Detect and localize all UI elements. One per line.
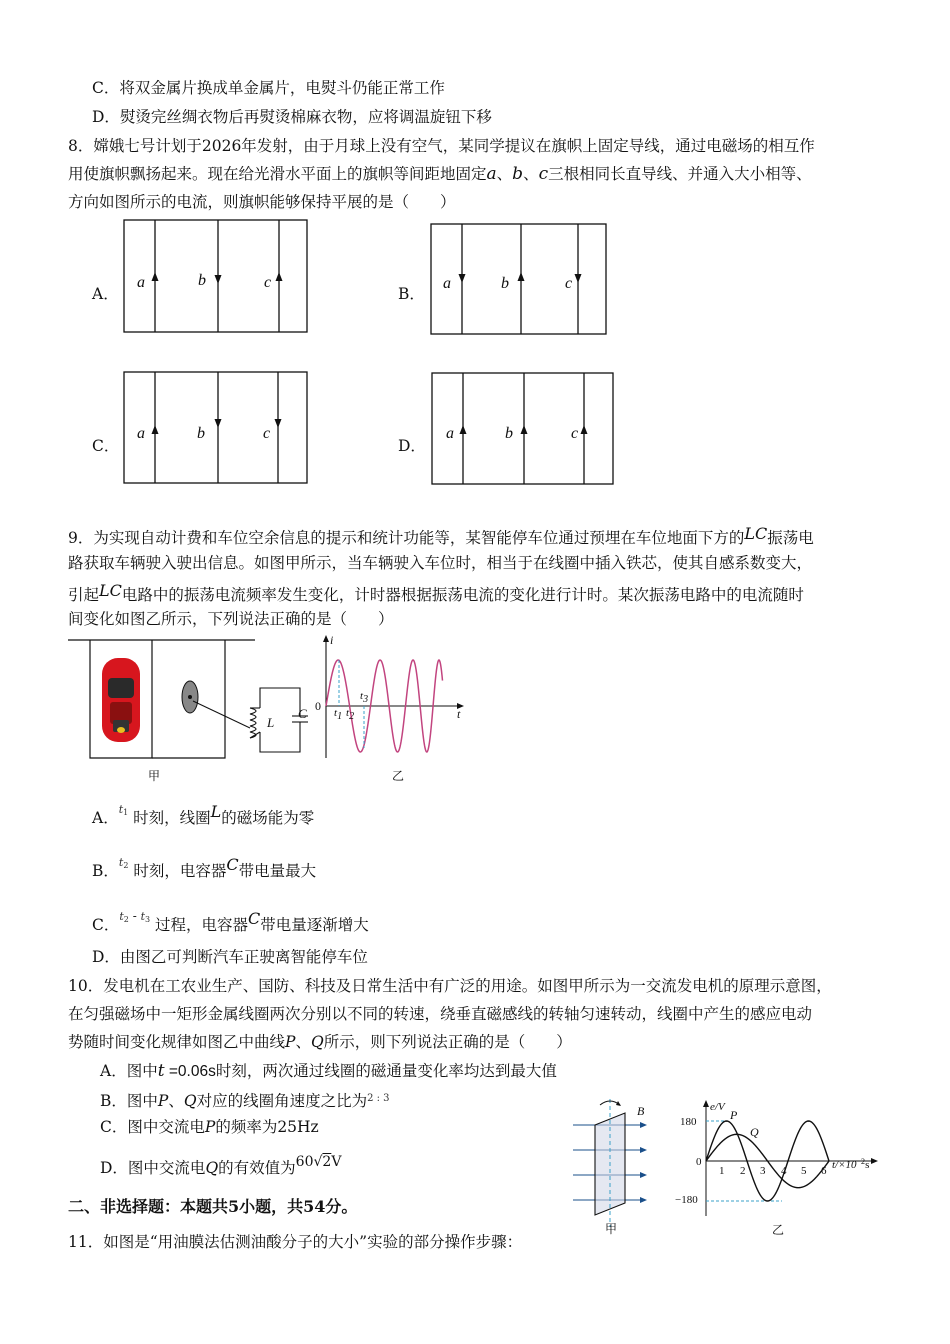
svg-text:t3: t3 (360, 690, 369, 705)
q8b-label-a: a (443, 275, 451, 292)
q8a-label-a: a (137, 274, 145, 291)
q8d-label-b: b (505, 425, 513, 442)
capacitor-label: C (298, 706, 307, 721)
q8-option-c-label: C． (92, 437, 120, 455)
graph-xlabel: $t/\times 10^{-2}s$ (832, 1157, 870, 1171)
q8-wire-diagrams (0, 0, 950, 500)
fig-yi-label-q10: 乙 (772, 1223, 785, 1237)
q9-figure (60, 630, 480, 790)
q9-stem-line4: 间变化如图乙所示，下列说法正确的是（ ） (68, 610, 394, 628)
q9-option-d: D．由图乙可判断汽车正驶离智能停车位 (92, 948, 368, 966)
curve-q-label: Q (750, 1125, 759, 1139)
graph-i-label: i (330, 633, 334, 647)
q8b-wire-b-up-arrow-icon (518, 272, 525, 281)
curve-p-label: P (730, 1108, 738, 1122)
q8b-label-b: b (501, 275, 509, 292)
q8a-wire-a-up-arrow-icon (152, 272, 159, 281)
q8d-wire-c-up-arrow-icon (581, 425, 588, 434)
svg-text:t2: t2 (346, 707, 355, 722)
q8-option-b-label: B． (398, 285, 425, 303)
q8c-wire-a-up-arrow-icon (152, 425, 159, 434)
q10-stem-line2: 在匀强磁场中一矩形金属线圈两次分别以不同的转速，绕垂直磁感线的转轴匀速转动，线圈中产生的感应电动 (68, 1005, 813, 1023)
section-2-heading: 二、非选择题：本题共5小题，共54分。 (68, 1197, 358, 1216)
tick-6: 6 (821, 1165, 827, 1177)
q9-option-b: B．$^{t2}$ 时刻，电容器C带电量最大 (92, 855, 317, 880)
q8c-label-b: b (197, 425, 205, 442)
q9-stem-line1: 9．为实现自动计费和车位空余信息的提示和统计功能等，某智能停车位通过预埋在车位地面下方的LC振荡电 (68, 524, 814, 547)
q8-stem-line1: 8．嫦娥七号计划于2026年发射，由于月球上没有空气，某同学提议在旗帜上固定导线，通过电磁场的相互作 (68, 137, 815, 155)
q8c-label-c: c (263, 425, 271, 442)
q8-stem-line3: 方向如图所示的电流，则旗帜能够保持平展的是（ ） (68, 193, 456, 211)
inductor-label: L (267, 715, 275, 730)
q10-option-d: D．图中交流电Q的有效值为60√2V (100, 1154, 342, 1177)
q9-option-a: A．$^{t1}$ 时刻，线圈L的磁场能为零 (92, 802, 315, 827)
q8c-wire-c-down-arrow-icon (275, 419, 282, 428)
q7-option-d: D．熨烫完丝绸衣物后再熨烫棉麻衣物，应将调温旋钮下移 (92, 108, 492, 126)
fig-jia-label-q10: 甲 (605, 1222, 618, 1235)
q10-option-b: B．图中P、Q对应的线圈角速度之比为$^{2 : 3}$ (100, 1092, 390, 1110)
tick-3: 3 (760, 1165, 766, 1177)
field-b-label: B (637, 1104, 645, 1118)
svg-text:t1: t1 (334, 707, 343, 722)
inductor-coil-icon (250, 708, 256, 738)
fig-jia-label: 甲 (148, 769, 161, 783)
fig-yi-label: 乙 (392, 769, 405, 783)
q10-stem-line3: 势随时间变化规律如图乙中曲线P、Q所示，则下列说法正确的是（ ） (68, 1033, 572, 1051)
tick-4: 4 (781, 1165, 787, 1177)
q10-emf-graph (672, 1098, 882, 1238)
q10-generator-figure (565, 1095, 665, 1235)
q8b-wire-a-down-arrow-icon (459, 274, 466, 283)
q11-stem-line1: 11．如图是“用油膜法估测油酸分子的大小”实验的部分操作步骤： (68, 1233, 523, 1251)
q8d-label-a: a (446, 425, 454, 442)
q8c-label-a: a (137, 425, 145, 442)
q8c-flag-frame (124, 372, 307, 483)
tick-5: 5 (801, 1165, 807, 1177)
q8d-label-c: c (571, 425, 579, 442)
graph-origin-label: 0 (315, 699, 321, 713)
q8d-flag-frame (432, 373, 613, 484)
tick-180: 180 (680, 1116, 697, 1128)
q8b-label-c: c (565, 275, 573, 292)
car-icon (102, 658, 140, 742)
q8a-label-c: c (264, 274, 272, 291)
q10-option-c: C．图中交流电P的频率为25Hz (100, 1118, 319, 1136)
q8-stem-line2: 用使旗帜飘扬起来。现在给光滑水平面上的旗帜等间距地固定a、b、c三根相同长直导线、并通入大小相等、 (68, 164, 812, 184)
q8c-wire-b-down-arrow-icon (215, 419, 222, 428)
q9-stem-line2: 路获取车辆驶入驶出信息。如图甲所示，当车辆驶入车位时，相当于在线圈中插入铁芯，使其自感系数变大， (68, 554, 813, 572)
q10-stem-line1: 10．发电机在工农业生产、国防、科技及日常生活中有广泛的用途。如图甲所示为一交流发电机的原理示意图， (68, 977, 832, 995)
graph-ylabel: e/V (710, 1101, 725, 1113)
tick-origin: 0 (696, 1156, 702, 1168)
tick-1: 1 (719, 1165, 725, 1177)
tick-minus-180: −180 (675, 1194, 698, 1206)
q8d-wire-b-up-arrow-icon (521, 425, 528, 434)
q8-option-a-label: A． (92, 285, 119, 303)
q8d-wire-a-up-arrow-icon (460, 425, 467, 434)
q8-option-d-label: D． (398, 437, 426, 455)
q8a-label-b: b (198, 272, 206, 289)
q7-option-c: C．将双金属片换成单金属片，电熨斗仍能正常工作 (92, 79, 445, 97)
q9-stem-line3: 引起LC电路中的振荡电流频率发生变化，计时器根据振荡电流的变化进行计时。某次振荡电路中的电流随时 (68, 581, 804, 604)
q8b-wire-c-down-arrow-icon (575, 274, 582, 283)
tick-2: 2 (740, 1165, 746, 1177)
graph-t-label: t (457, 707, 461, 721)
q9-option-c: C．$^{t2}$ - $^{t3}$ 过程，电容器C带电量逐渐增大 (92, 909, 369, 934)
q10-option-a: A．图中t =0.06s时刻，两次通过线圈的磁通量变化率均达到最大值 (100, 1061, 557, 1081)
q8a-wire-c-up-arrow-icon (276, 272, 283, 281)
q8a-wire-b-down-arrow-icon (215, 275, 222, 284)
